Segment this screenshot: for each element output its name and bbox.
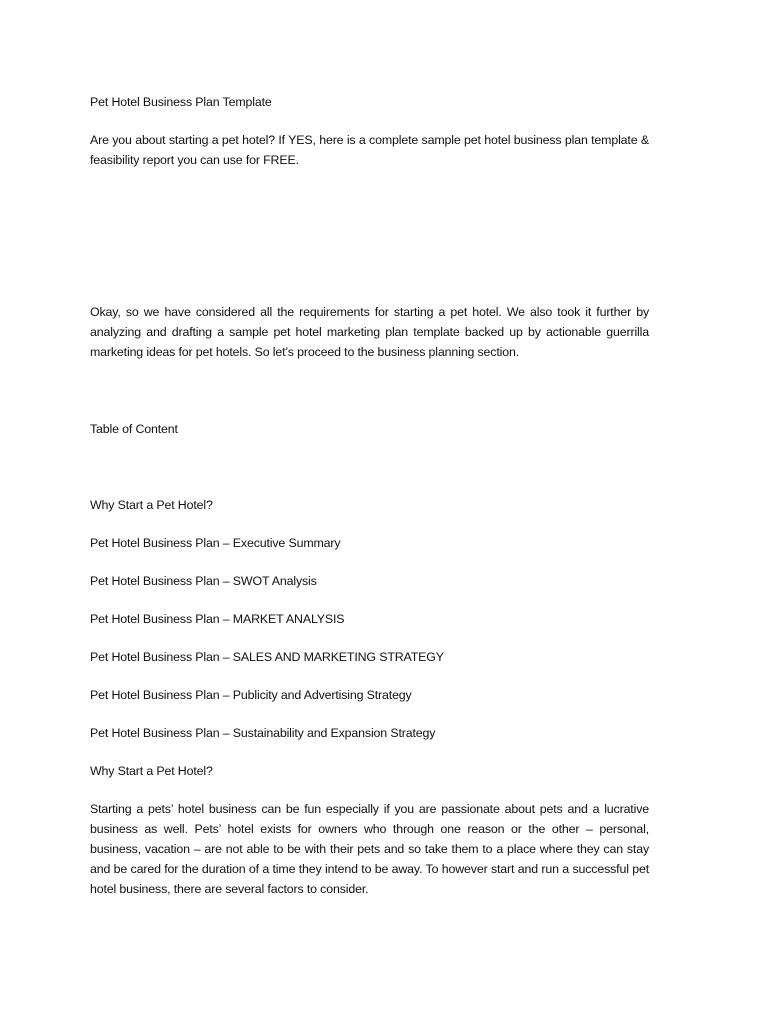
body-paragraph: Okay, so we have considered all the requirements for starting a pet hotel. We also took it further by analyzing and drafting a sample pet hotel marketing plan template backed up by actionable guerrilla marketing ideas for pet hotels. So let’s proceed to the business planning section. bbox=[90, 305, 649, 359]
toc-item: Pet Hotel Business Plan – SALES AND MARKETING STRATEGY bbox=[90, 650, 444, 664]
section-heading: Why Start a Pet Hotel? bbox=[90, 764, 213, 778]
toc-item: Pet Hotel Business Plan – Sustainability and Expansion Strategy bbox=[90, 726, 436, 740]
toc-item: Pet Hotel Business Plan – MARKET ANALYSIS bbox=[90, 612, 345, 626]
toc-item: Pet Hotel Business Plan – Executive Summary bbox=[90, 536, 341, 550]
section-paragraph: Starting a pets’ hotel business can be fun especially if you are passionate about pets and a lucrative business as well. Pets’ hotel exists for owners who through one reason or the other – personal, business, vacation – are not able to be with their pets and so take them to a place where they can stay and be cared for the duration of a time they intend to be away. To however start and run a successful pet hotel business, there are several factors to consider. bbox=[90, 802, 649, 896]
toc-item: Pet Hotel Business Plan – SWOT Analysis bbox=[90, 574, 317, 588]
toc-item: Pet Hotel Business Plan – Publicity and Advertising Strategy bbox=[90, 688, 412, 702]
document-title: Pet Hotel Business Plan Template bbox=[90, 95, 272, 109]
toc-item: Why Start a Pet Hotel? bbox=[90, 498, 213, 512]
intro-paragraph: Are you about starting a pet hotel? If YES, here is a complete sample pet hotel business plan template & feasibility report you can use for FREE. bbox=[90, 133, 649, 167]
toc-heading: Table of Content bbox=[90, 422, 178, 436]
